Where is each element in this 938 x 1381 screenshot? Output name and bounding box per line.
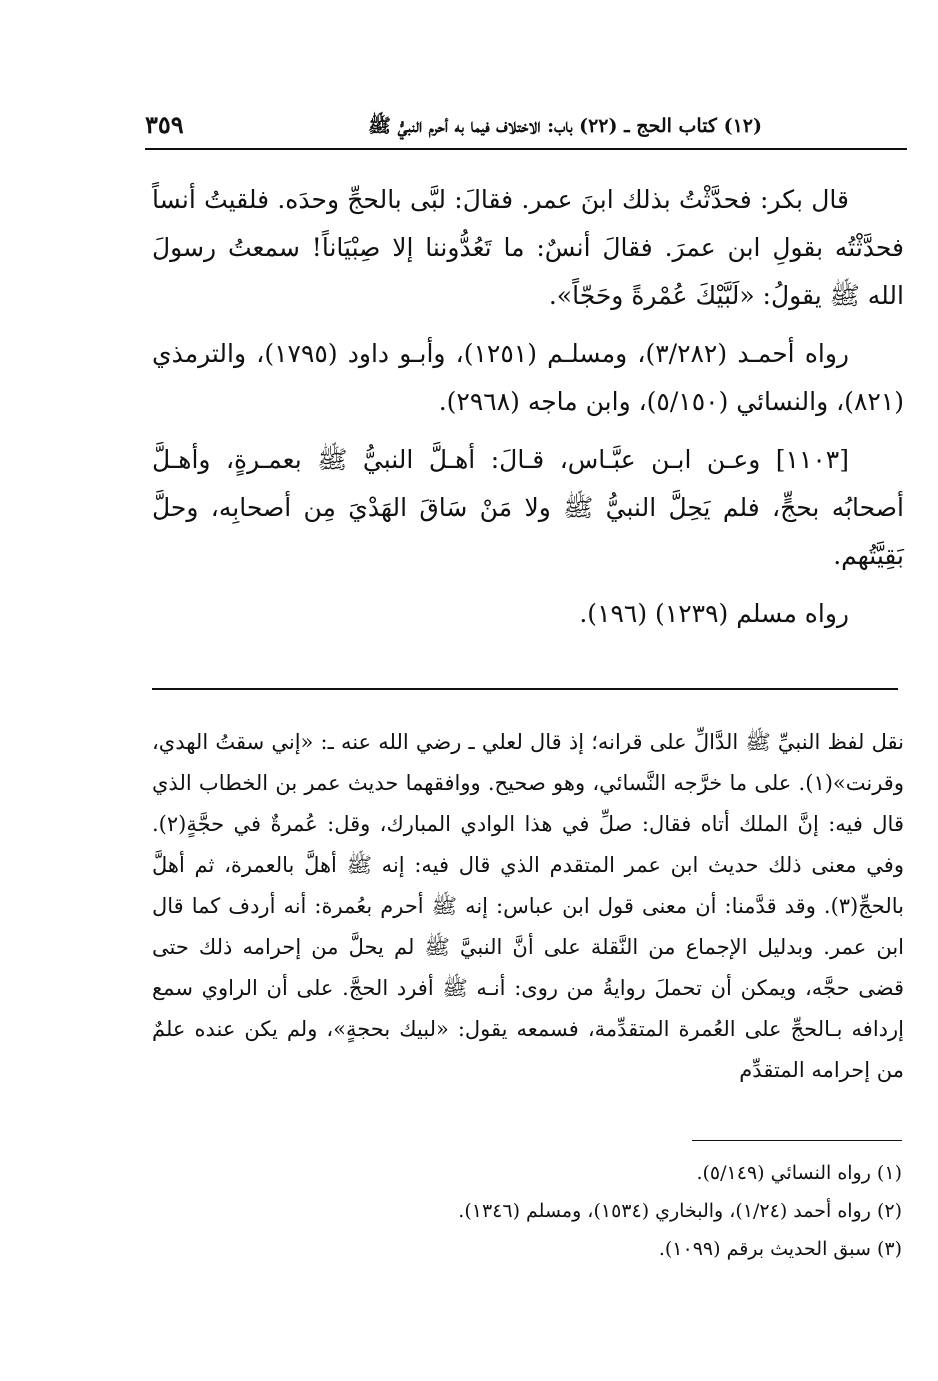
- source-citation: رواه مسلم (١٢٣٩) (١٩٦).: [579, 599, 849, 628]
- footnote: (١) رواه النسائي (٥/١٤٩).: [696, 1162, 902, 1184]
- footnote-rule: [692, 1140, 902, 1141]
- commentary-paragraph: نقل لفظ النبيِّ ﷺ الدَّالِّ على قرانه؛ إذ قال لعلي ـ رضي الله عنه ـ: «إني سقتُ الهدي، وقرنت»(١). على ما خرَّجه النَّسائي، وهو صحيح. ووافقهما حديث عمر بن الخطاب الذي قال فيه: إنَّ الملك أتاه فقال: صلِّ في هذا الوادي المبارك، وقل: عُمرةٌ في حجَّةٍ(٢). وفي معنى ذلك حديث ابن عمر المتقدم الذي قال فيه: إنه ﷺ أهلَّ بالعمرة، ثم أهلَّ بالحجِّ(٣). وقد قدَّمنا: أن معنى قول ابن عباس: إنه ﷺ أحرم بعُمرة: أنه أردف كما قال ابن عمر. وبدليل الإجماع من النَّقلة على أنَّ النبيَّ ﷺ لم يحلَّ من إحرامه ذلك حتى قضى حجَّه، ويمكن أن تحملَ روايةُ من روى: أنـه ﷺ أفرد الحجَّ. على أن الراوي سمع إردافه بـالحجِّ على العُمرة المتقدِّمة، فسمعه يقول: «لبيك بحجةٍ»، ولم يكن عنده علمٌ من إحرامه المتقدِّم: [152, 730, 904, 1082]
- hadith-paragraph: [١١٠٣] وعـن ابـن عبَّـاس، قـالَ: أهـلَّ النبيُّ ﷺ بعمـرةٍ، وأهـلَّ أصحابُه بحجٍّ، فلم يَحِلَّ النبيُّ ﷺ ولا مَنْ سَاقَ الهَدْيَ مِن أصحابِه، وحلَّ بَقِيَّتُهم.: [152, 445, 904, 570]
- running-header: [145, 108, 907, 144]
- section-divider: [152, 688, 898, 690]
- footnotes: [152, 1154, 902, 1268]
- footnote: (٣) سبق الحديث برقم (١٠٩٩).: [658, 1238, 902, 1260]
- header-title: (١٢) كتاب الحج ـ (٢٢) باب: الاختلاف فيما به أحرم النبيُّ ﷺ: [368, 115, 762, 137]
- hadith-paragraph: قال بكر: فحدَّثْتُ بذلك ابنَ عمر. فقالَ: لبَّى بالحجِّ وحدَه. فلقيتُ أنساً فحدَّثْتُه بقولِ ابن عمرَ. فقالَ أنسٌ: ما تَعُدُّوننا إلا صِبْيَاناً! سمعتُ رسولَ الله ﷺ يقولُ: «لَبَّيْكَ عُمْرةً وحَجّاً».: [152, 185, 904, 310]
- page-number: ٣٥٩: [145, 110, 184, 139]
- commentary-text: [152, 722, 904, 1091]
- source-citation: رواه أحمـد (٣/٢٨٢)، ومسلـم (١٢٥١)، وأبـو داود (١٧٩٥)، والترمذي (٨٢١)، والنسائي (٥/١٥٠)، وابن ماجه (٢٩٦٨).: [152, 339, 904, 416]
- main-text: [152, 176, 904, 648]
- header-rule: [145, 148, 907, 150]
- footnote: (٢) رواه أحمد (١/٢٤)، والبخاري (١٥٣٤)، ومسلم (١٣٤٦).: [458, 1200, 902, 1222]
